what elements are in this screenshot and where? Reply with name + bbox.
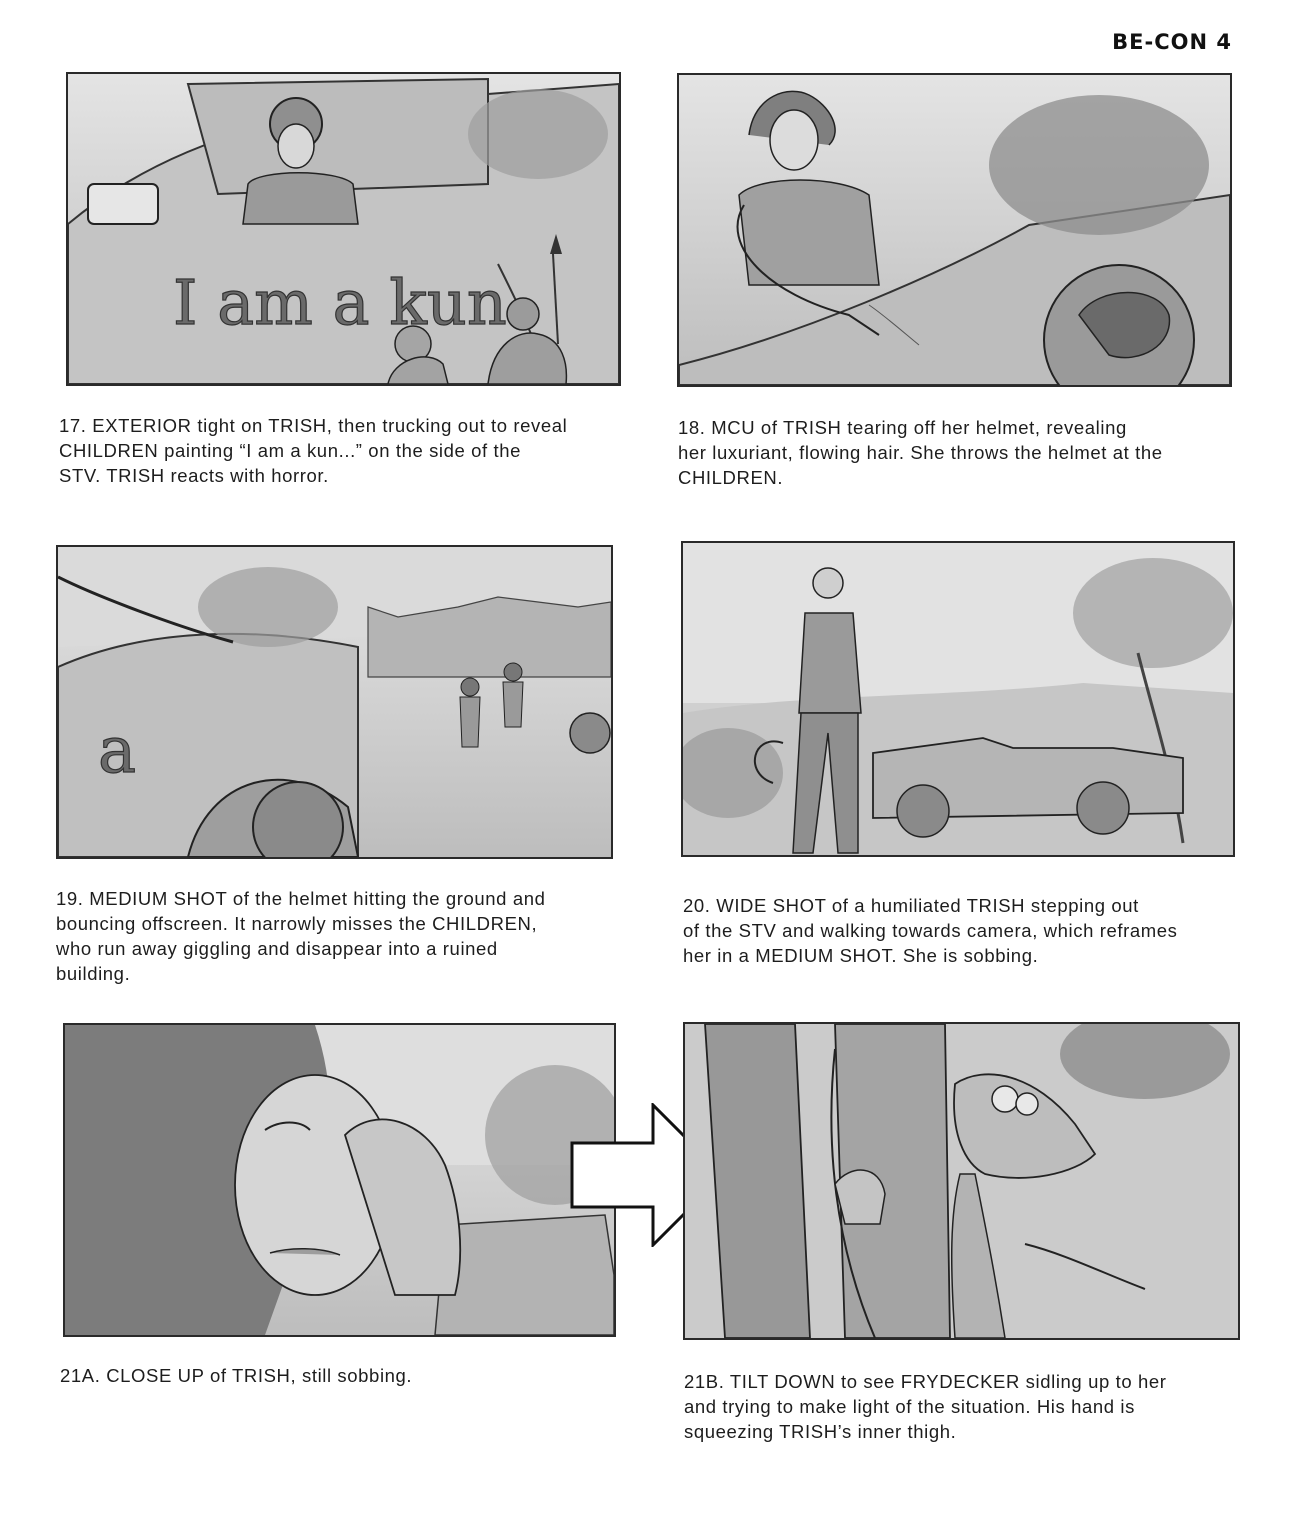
panel-19-sketch <box>58 547 611 857</box>
panel-17-caption: 17. EXTERIOR tight on TRISH, then trucking out to reveal CHILDREN painting “I am a kun...” on the side of the STV. TRISH reacts with horror. <box>59 415 568 486</box>
panel-17-frame <box>66 72 621 386</box>
panel-17-painted-text: I am a kun <box>173 266 507 339</box>
panel-18-sketch <box>679 75 1230 385</box>
panel-20-sketch <box>683 543 1233 855</box>
panel-21a-sketch <box>65 1025 614 1335</box>
page-id: BE-CON 4 <box>1112 30 1232 54</box>
panel-20-caption: 20. WIDE SHOT of a humiliated TRISH stepping out of the STV and walking towards camera, which reframes her in a MEDIUM SHOT. She is sobbing. <box>683 895 1178 966</box>
panel-21b-caption: 21B. TILT DOWN to see FRYDECKER sidling up to her and trying to make light of the situation. His hand is squeezing TRISH’s inner thigh. <box>684 1371 1167 1442</box>
panel-18-frame <box>677 73 1232 387</box>
panel-18-caption: 18. MCU of TRISH tearing off her helmet, revealing her luxuriant, flowing hair. She throws the helmet at the CHILDREN. <box>678 417 1163 488</box>
panel-21a-frame <box>63 1023 616 1337</box>
panel-20-frame <box>681 541 1235 857</box>
panel-17-sketch <box>68 74 619 384</box>
panel-21b-sketch <box>685 1024 1238 1338</box>
panel-21b-frame <box>683 1022 1240 1340</box>
panel-19-frame <box>56 545 613 859</box>
panel-19-caption: 19. MEDIUM SHOT of the helmet hitting the ground and bouncing offscreen. It narrowly misses the CHILDREN, who run away giggling and disappear into a ruined building. <box>56 888 546 984</box>
panel-19-painted-text: a <box>98 714 137 788</box>
panel-21a-caption: 21A. CLOSE UP of TRISH, still sobbing. <box>60 1365 413 1386</box>
